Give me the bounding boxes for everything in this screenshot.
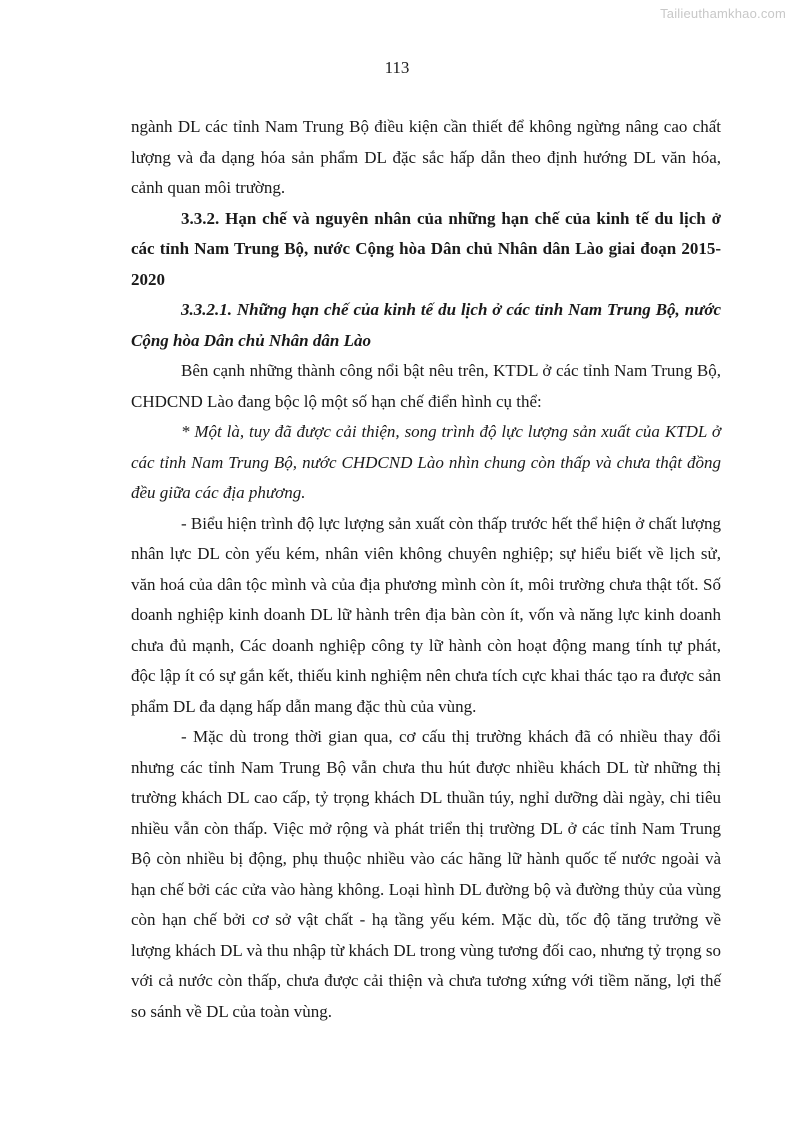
paragraph-workforce: - Biểu hiện trình độ lực lượng sản xuất còn thấp trước hết thể hiện ở chất lượng nhân lực DL còn yếu kém, nhân viên không chuyên nghiệp; sự hiểu biết về lịch sử, văn hoá của dân tộc mình và của địa phương mình còn ít, môi trường chưa thật tốt. Số doanh nghiệp kinh doanh DL lữ hành trên địa bàn còn ít, vốn và năng lực kinh doanh chưa đủ mạnh, Các doanh nghiệp công ty lữ hành còn hoạt động mang tính tự phát, độc lập ít có sự gắn kết, thiếu kinh nghiệm nên chưa tích cực khai thác tạo ra được sản phẩm DL đa dạng hấp dẫn mang đặc thù của vùng.: [131, 513, 721, 716]
watermark: Tailieuthamkhao.com: [660, 6, 786, 21]
subsection-heading: 3.3.2.1. Những hạn chế của kinh tế du lịch ở các tỉnh Nam Trung Bộ, nước Cộng hòa Dân chủ Nhân dân Lào: [131, 300, 721, 350]
page-number: 113: [384, 58, 410, 77]
paragraph-intro: Bên cạnh những thành công nổi bật nêu trên, KTDL ở các tỉnh Nam Trung Bộ, CHDCND Lào đang bộc lộ một số hạn chế điển hình cụ thể:: [131, 361, 721, 411]
paragraph-market: - Mặc dù trong thời gian qua, cơ cấu thị trường khách đã có nhiều thay đổi nhưng các tỉnh Nam Trung Bộ vẫn chưa thu hút được nhiều khách DL từ những thị trường khách DL cao cấp, tỷ trọng khách DL thuần túy, nghỉ dưỡng dài ngày, chi tiêu nhiều vẫn còn thấp. Việc mở rộng và phát triển thị trường DL ở các tỉnh Nam Trung Bộ còn nhiều bị động, phụ thuộc nhiều vào các hãng lữ hành quốc tế nước ngoài và hạn chế bởi các cửa vào hàng không. Loại hình DL đường bộ và đường thủy của vùng còn hạn chế bởi cơ sở vật chất - hạ tầng yếu kém. Mặc dù, tốc độ tăng trưởng về lượng khách DL và thu nhập từ khách DL trong vùng tương đối cao, nhưng tỷ trọng so với cả nước còn thấp, chưa được cải thiện và chưa tương xứng với tiềm năng, lợi thế so sánh về DL của toàn vùng.: [131, 727, 721, 1021]
paragraph-continuation: ngành DL các tỉnh Nam Trung Bộ điều kiện cần thiết để không ngừng nâng cao chất lượng và đa dạng hóa sản phẩm DL đặc sắc hấp dẫn theo định hướng DL văn hóa, cảnh quan môi trường.: [131, 117, 721, 197]
paragraph-point-one: * Một là, tuy đã được cải thiện, song trình độ lực lượng sản xuất của KTDL ở các tỉnh Nam Trung Bộ, nước CHDCND Lào nhìn chung còn thấp và chưa thật đồng đều giữa các địa phương.: [131, 422, 721, 502]
document-body: [131, 112, 721, 1027]
section-heading: 3.3.2. Hạn chế và nguyên nhân của những hạn chế của kinh tế du lịch ở các tỉnh Nam Trung Bộ, nước Cộng hòa Dân chủ Nhân dân Lào giai đoạn 2015-2020: [131, 208, 721, 289]
